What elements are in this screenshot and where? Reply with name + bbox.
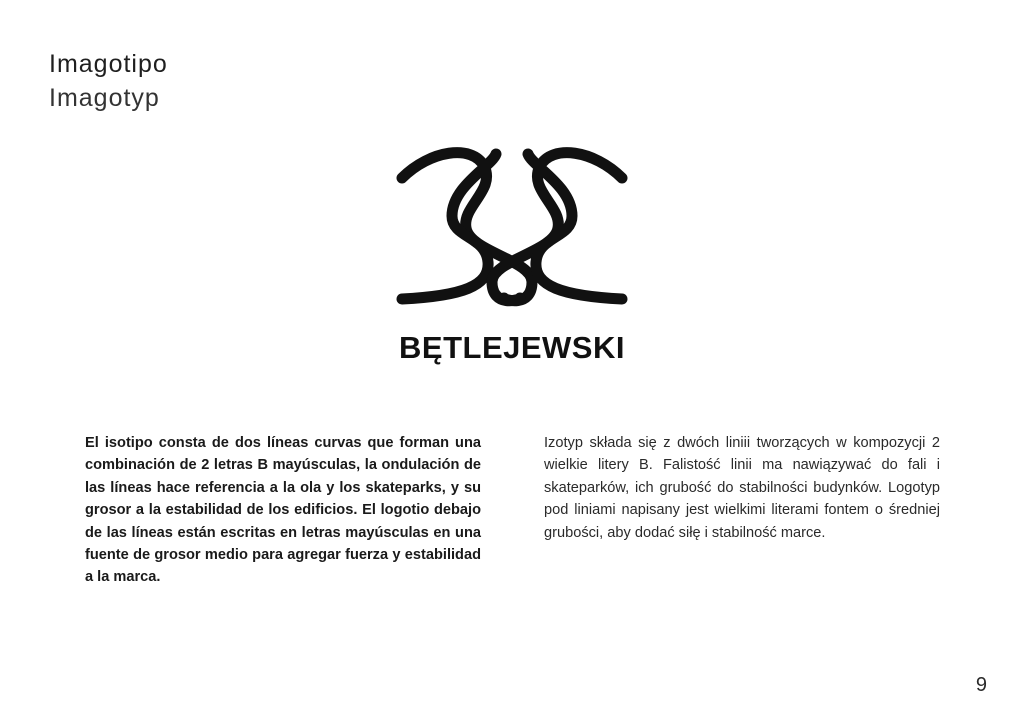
page-number: 9	[975, 674, 987, 696]
description-spanish: El isotipo consta de dos líneas curvas que forman una combinación de 2 letras B mayúsculas, la ondulación de las líneas hace referencia a la ola y los skateparks, y su grosor a la estabilidad de los edificios. El logotio debajo de las líneas están escritas en letras mayúsculas en una fuente de grosor medio para agregar fuerza y estabilidad a la marca.	[85, 435, 481, 586]
brand-wordmark: BĘTLEJEWSKI	[399, 330, 625, 365]
description-polish: Izotyp składa się z dwóch liniii tworzących w kompozycji 2 wielkie litery B. Falistość linii ma nawiązywać do fali i skateparków, ich grubość do stabilności budynków. Logotyp pod liniami napisany jest wielkimi literami fontem o średniej grubości, aby dodać siłę i stabilność marce.	[544, 435, 940, 541]
page-subtitle: Imagotyp	[49, 84, 160, 112]
page-heading	[49, 47, 168, 115]
page-title: Imagotipo	[49, 50, 168, 78]
